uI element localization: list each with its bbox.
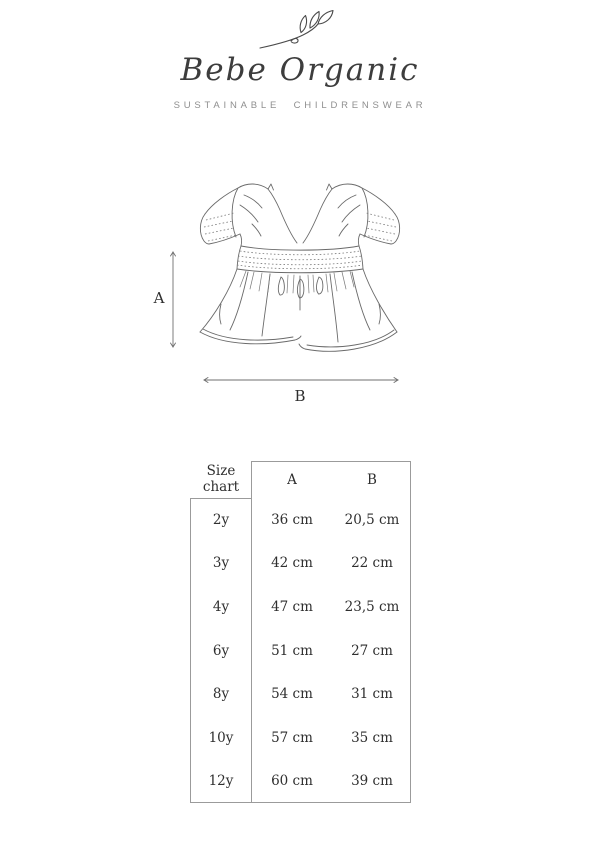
- dimension-a-label: A: [153, 289, 165, 307]
- size-cell: 12y: [208, 773, 234, 790]
- table-row: [190, 672, 412, 716]
- table-row: [190, 498, 412, 542]
- dim-b-cell: 22 cm: [351, 555, 393, 572]
- dim-a-cell: 47 cm: [271, 598, 313, 615]
- dim-a-cell: 60 cm: [271, 773, 313, 790]
- dim-b-cell: 39 cm: [351, 773, 393, 790]
- size-chart-table: [190, 461, 412, 803]
- table-row: [190, 585, 412, 629]
- size-cell: 2y: [212, 511, 230, 528]
- dim-a-cell: 57 cm: [271, 729, 313, 746]
- dim-a-cell: 51 cm: [271, 642, 313, 659]
- table-row: [190, 629, 412, 673]
- size-cell: 8y: [212, 686, 230, 703]
- dim-b-cell: 35 cm: [351, 729, 393, 746]
- size-cell: 3y: [212, 555, 230, 572]
- size-cell: 10y: [208, 729, 234, 746]
- table-row: [190, 759, 412, 803]
- dim-a-cell: 36 cm: [271, 511, 313, 528]
- dim-b-cell: 20,5 cm: [344, 511, 400, 528]
- dim-a-cell: 54 cm: [271, 686, 313, 703]
- column-a-header: A: [287, 471, 297, 488]
- table-row: [190, 716, 412, 760]
- garment-illustration: [140, 168, 420, 418]
- brand-name: Bebe Organic: [180, 52, 420, 88]
- size-cell: 4y: [212, 598, 230, 615]
- brand-tagline: SUSTAINABLE CHILDRENSWEAR: [173, 100, 427, 111]
- size-chart-header: Size chart: [202, 462, 240, 495]
- column-b-header: B: [367, 471, 377, 488]
- dimension-b-label: B: [294, 387, 306, 405]
- table-header-row: [190, 461, 412, 498]
- table-row: [190, 542, 412, 586]
- dim-a-cell: 42 cm: [271, 555, 313, 572]
- dim-b-cell: 23,5 cm: [344, 598, 400, 615]
- size-cell: 6y: [212, 642, 230, 659]
- dim-b-cell: 31 cm: [351, 686, 393, 703]
- table-body: [190, 498, 412, 803]
- dim-b-cell: 27 cm: [351, 642, 393, 659]
